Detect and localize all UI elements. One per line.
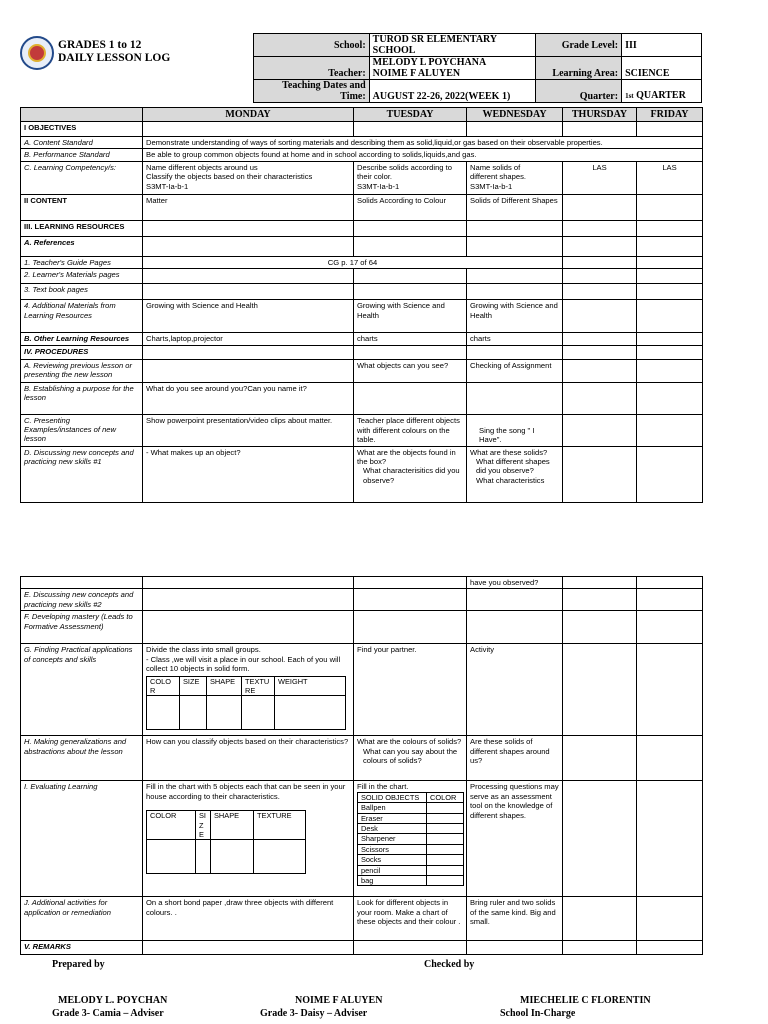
other-resources-wednesday: charts	[467, 333, 563, 345]
competency-tuesday	[354, 161, 467, 194]
preparer-1-name: MELODY L. POYCHAN	[58, 995, 168, 1006]
school-value: TUROD SR ELEMENTARY SCHOOL	[369, 34, 536, 57]
collect-col-weight: WEIGHT	[275, 676, 346, 696]
discuss1-tuesday	[354, 446, 467, 502]
quarter-label: Quarter:	[536, 80, 622, 103]
checker-name: MIECHELIE C FLORENTIN	[520, 995, 651, 1006]
competency-friday: LAS	[637, 161, 703, 194]
title-line-2: DAILY LESSON LOG	[58, 52, 171, 64]
corner-cell	[21, 108, 143, 122]
grade-label: Grade Level:	[536, 34, 622, 57]
log-title	[58, 39, 170, 65]
competency-label: C. Learning Competency/s:	[21, 161, 143, 194]
other-resources-tuesday: charts	[354, 333, 467, 345]
practical-mon-1: Divide the class into small groups.	[146, 645, 261, 655]
tg-pages-label: 1. Teacher's Guide Pages	[21, 256, 143, 268]
content-standard-label: A. Content Standard	[21, 137, 143, 149]
day-wednesday: WEDNESDAY	[467, 108, 563, 122]
evaluate-mon-text: Fill in the chart with 5 objects each that can be seen in your house according to their characteristics.	[146, 782, 346, 801]
collect-col-texture: TEXTU RE	[242, 676, 275, 696]
day-friday: FRIDAY	[637, 108, 703, 122]
dates-label-2: Time:	[340, 91, 366, 102]
discuss1-wed-1: What are these solids?	[470, 447, 548, 457]
objectives-heading: I OBJECTIVES	[21, 122, 143, 137]
dates-label	[254, 80, 370, 103]
collect-col-shape: SHAPE	[207, 676, 242, 696]
practical-tuesday: Find your partner.	[354, 644, 467, 736]
quarter-text: QUARTER	[636, 90, 686, 101]
evaluate-tuesday	[354, 781, 467, 897]
school-label: School:	[254, 34, 370, 57]
chart-object: bag	[358, 876, 427, 886]
discuss1-tue-2: What characterisitics did you observe?	[363, 466, 460, 485]
generalize-wednesday: Are these solids of different shapes around us?	[467, 736, 563, 781]
competency-mon-1: Name different objects around us	[146, 162, 258, 172]
discuss1-monday: - What makes up an object?	[143, 446, 354, 502]
house-objects-table	[146, 810, 306, 874]
discuss1-wednesday-cont: have you observed?	[467, 577, 563, 589]
competency-tue-3: S3MT-Ia-b-1	[357, 181, 400, 191]
chart-object: Scissors	[358, 844, 427, 854]
additional-materials-wednesday: Growing with Science and Health	[467, 300, 563, 333]
chart-object: Ballpen	[358, 803, 427, 813]
competency-monday	[143, 161, 354, 194]
examples-wednesday: Sing the song " I Have".	[467, 414, 563, 446]
practical-wednesday: Activity	[467, 644, 563, 736]
procedures-heading: IV. PROCEDURES	[21, 345, 143, 359]
competency-wed-2: different shapes.	[470, 172, 527, 182]
competency-mon-2: Classify the objects based on their characteristics	[146, 172, 313, 182]
collect-col-size: SIZE	[180, 676, 207, 696]
collect-objects-table	[146, 676, 346, 731]
teacher-value	[369, 57, 536, 80]
additional-activities-wednesday: Bring ruler and two solids of the same kind. Big and small.	[467, 897, 563, 941]
evaluate-monday	[143, 781, 354, 897]
generalize-monday: How can you classify objects based on their characteristics?	[143, 736, 354, 781]
competency-thursday: LAS	[563, 161, 637, 194]
discuss2-label: E. Discussing new concepts and practicing new skills #2	[21, 589, 143, 611]
chart-object: Socks	[358, 855, 427, 865]
generalize-tuesday	[354, 736, 467, 781]
day-thursday: THURSDAY	[563, 108, 637, 122]
generalize-tue-2: What can you say about the colours of solids?	[363, 746, 458, 766]
evaluate-label: I. Evaluating Learning	[21, 781, 143, 897]
additional-activities-tuesday: Look for different objects in your room. Make a chart of these objects and their colour .	[354, 897, 467, 941]
house-col-size: SI Z E	[196, 811, 211, 840]
generalize-tue-1: What are the colours of solids?	[357, 737, 462, 747]
discuss1-wednesday	[467, 446, 563, 502]
purpose-monday: What do you see around you?Can you name it?	[143, 382, 354, 414]
generalize-label: H. Making generalizations and abstractions about the lesson	[21, 736, 143, 781]
quarter-value	[622, 80, 702, 103]
checked-by-label: Checked by	[424, 959, 475, 970]
content-wednesday: Solids of Different Shapes	[467, 194, 563, 220]
examples-tuesday: Teacher place different objects with different colours on the table.	[354, 414, 467, 446]
chart-col-objects: SOLID OBJECTS	[358, 792, 427, 802]
area-label: Learning Area:	[536, 57, 622, 80]
lesson-log-table-2	[20, 576, 703, 955]
purpose-label: B. Establishing a purpose for the lesson	[21, 382, 143, 414]
content-tuesday: Solids According to Colour	[354, 194, 467, 220]
lm-pages-label: 2. Learner's Materials pages	[21, 269, 143, 284]
preparer-2-name: NOIME F ALUYEN	[295, 995, 383, 1006]
day-tuesday: TUESDAY	[354, 108, 467, 122]
review-label: A. Reviewing previous lesson or presenting the new lesson	[21, 359, 143, 382]
practical-mon-2: - Class ,we will visit a place in our school. Each of you will collect 10 objects in solid form.	[146, 654, 341, 674]
chart-object: Eraser	[358, 813, 427, 823]
quarter-sup: 1st	[625, 92, 634, 100]
competency-tue-1: Describe solids according to	[357, 162, 452, 172]
discuss1-wed-3: What characteristics	[476, 475, 545, 485]
evaluate-tue-text: Fill in the chart.	[357, 782, 409, 792]
examples-label: C. Presenting Examples/instances of new lesson	[21, 414, 143, 446]
discuss1-tue-1: What are the objects found in the box?	[357, 447, 456, 467]
deped-seal-icon	[20, 36, 54, 70]
tg-pages-text: CG p. 17 of 64	[143, 256, 563, 268]
other-resources-monday: Charts,laptop,projector	[143, 333, 354, 345]
mastery-label: F. Developing mastery (Leads to Formative Assessment)	[21, 611, 143, 644]
teacher-2: NOIME F ALUYEN	[372, 68, 461, 79]
additional-activities-label: J. Additional activities for application or remediation	[21, 897, 143, 941]
title-line-1: GRADES 1 to 12	[58, 39, 142, 51]
day-monday: MONDAY	[143, 108, 354, 122]
chart-object: Desk	[358, 824, 427, 834]
competency-tue-2: their color.	[357, 172, 393, 182]
content-standard-text: Demonstrate understanding of ways of sorting materials and describing them as solid,liquid,or gas based on their observable properties.	[143, 137, 703, 149]
content-monday: Matter	[143, 194, 354, 220]
collect-col-color: COLO R	[147, 676, 180, 696]
dates-label-1: Teaching Dates and	[282, 80, 366, 91]
chart-object: pencil	[358, 865, 427, 875]
evaluate-wednesday: Processing questions may serve as an assessment tool on the knowledge of different shapes.	[467, 781, 563, 897]
review-wednesday: Checking of Assignment	[467, 359, 563, 382]
examples-monday: Show powerpoint presentation/video clips about matter.	[143, 414, 354, 446]
teacher-1: MELODY L POYCHANA	[372, 57, 487, 68]
header-info-table	[253, 33, 702, 103]
textbook-label: 3. Text book pages	[21, 284, 143, 300]
performance-standard-text: Be able to group common objects found at home and in school according to solids,liquids,and gas.	[143, 149, 703, 161]
references-heading: A. References	[21, 236, 143, 256]
dates-value: AUGUST 22-26, 2022(WEEK 1)	[369, 80, 536, 103]
lesson-log-table-1	[20, 107, 703, 503]
additional-activities-monday: On a short bond paper ,draw three objects with different colours. .	[143, 897, 354, 941]
teacher-label: Teacher:	[254, 57, 370, 80]
house-col-texture: TEXTURE	[254, 811, 306, 840]
resources-heading: III. LEARNING RESOURCES	[21, 220, 143, 236]
additional-materials-monday: Growing with Science and Health	[143, 300, 354, 333]
preparer-1-role: Grade 3- Camia – Adviser	[52, 1008, 164, 1019]
competency-wednesday	[467, 161, 563, 194]
area-value: SCIENCE	[622, 57, 702, 80]
checker-role: School In-Charge	[500, 1008, 576, 1019]
grade-value: III	[622, 34, 702, 57]
house-col-color: COLOR	[147, 811, 196, 840]
content-label: II CONTENT	[21, 194, 143, 220]
additional-materials-tuesday: Growing with Science and Health	[354, 300, 467, 333]
practical-label: G. Finding Practical applications of concepts and skills	[21, 644, 143, 736]
house-col-shape: SHAPE	[211, 811, 254, 840]
other-resources-label: B. Other Learning Resources	[21, 333, 143, 345]
chart-col-color: COLOR	[427, 792, 464, 802]
competency-mon-3: S3MT-Ia-b-1	[146, 181, 189, 191]
additional-materials-label: 4. Additional Materials from Learning Resources	[21, 300, 143, 333]
preparer-2-role: Grade 3- Daisy – Adviser	[260, 1008, 368, 1019]
discuss1-label: D. Discussing new concepts and practicing new skills #1	[21, 446, 143, 502]
practical-monday	[143, 644, 354, 736]
chart-object: Sharpener	[358, 834, 427, 844]
solid-objects-chart	[357, 792, 464, 887]
prepared-by-label: Prepared by	[52, 959, 105, 970]
remarks-heading: V. REMARKS	[21, 941, 143, 955]
performance-standard-label: B. Performance Standard	[21, 149, 143, 161]
review-tuesday: What objects can you see?	[354, 359, 467, 382]
competency-wed-3: S3MT-Ia-b-1	[470, 181, 513, 191]
discuss1-wed-2: What different shapes did you observe?	[476, 457, 550, 476]
competency-wed-1: Name solids of	[470, 162, 521, 172]
